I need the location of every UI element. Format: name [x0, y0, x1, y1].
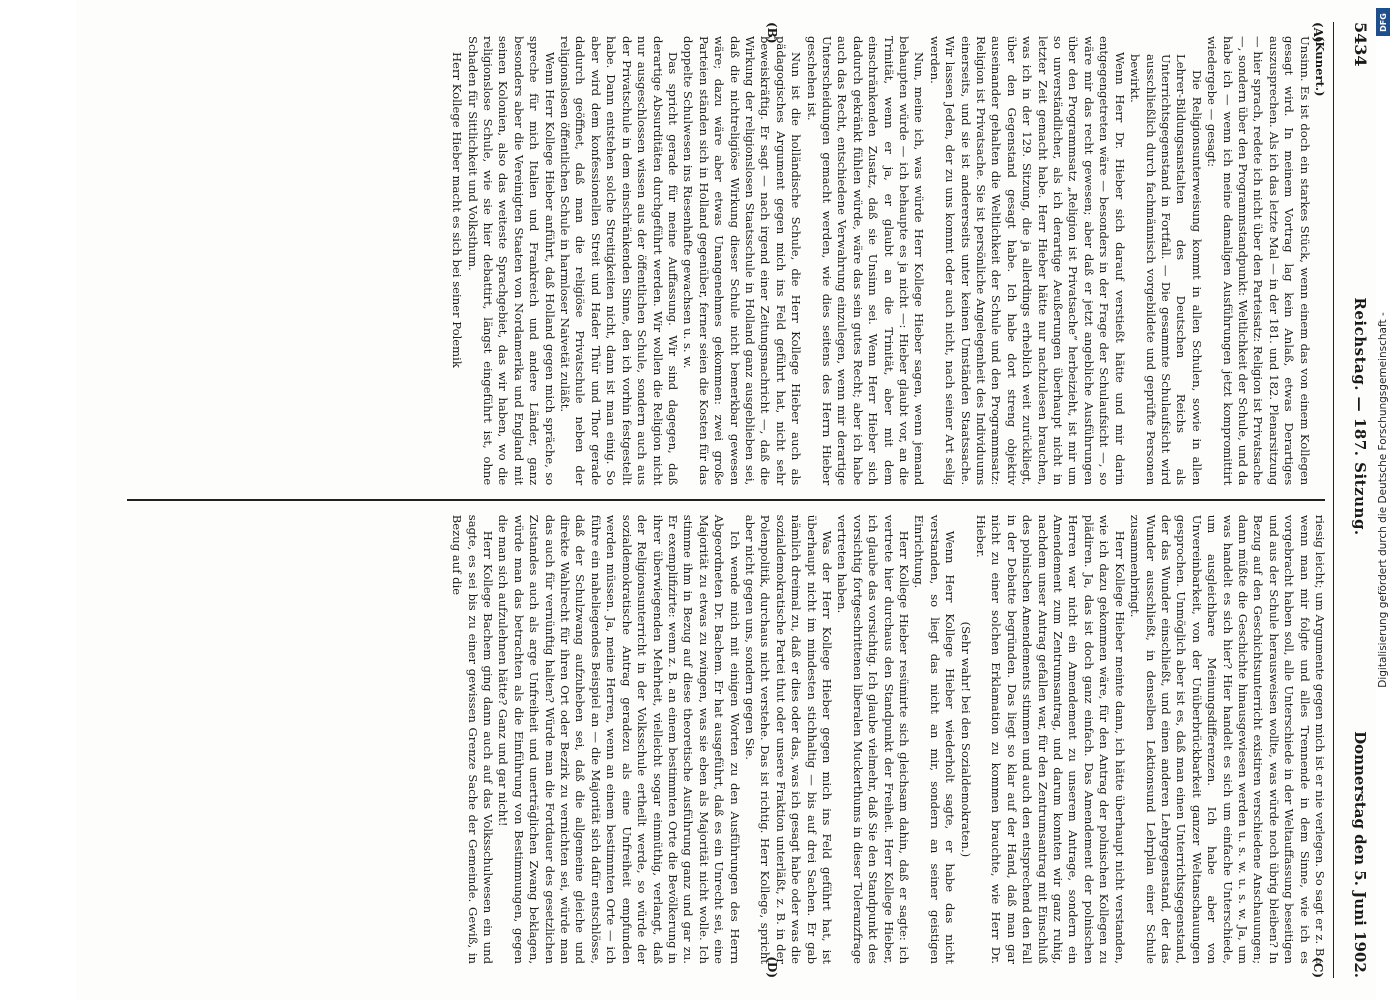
paragraph: Das spricht gerade für meine Auffassung. Wir sind dagegen, daß derartige Absurditäten durchgeführt werden. Wir wollen die Religion nicht nur ausgeschlossen wissen aus der öffentlichen Schule, sondern auch aus der Privatschule in dem einschränkenden Sinne, den ich vorhin festgestellt habe. Dann entstehen solche Streitigkeiten nicht, dann ist man einig. So aber wird dem konfessionellen Streit und Hader Thür und Thor gerade dadurch geöffnet, daß man die religiöse Privatschule neben der religionslosen öffentlichen Schule in harmloser Naivetät zuläßt.: [558, 36, 680, 486]
page-number: 5434: [1351, 22, 1370, 67]
credit-text: Digitalisierung gefördert durch die Deutsche Forschungsgemeinschaft -: [1376, 312, 1389, 688]
paragraph: Herr Kollege Hieber meinte dann, ich hätte überhaupt nicht verstanden, wie ich dazu gekommen wäre, für den Antrag der polnischen Kollegen zu plädiren. Ja, das ist doch ganz einfach. Das Amendement der polnischen Herren war nicht ein Amendement zu unserem Antrage, sondern ein Amendement zum Zentrumsantrag, und darum konnten wir ganz ruhig, nachdem unser Antrag gefallen war, für den Zentrumsantrag mit Einschluß des polnischen Amendements stimmen und auch den entsprechend den Fall in der Debatte begründen. Das liegt so klar auf der Hand, daß man gar nicht zu einer solchen Erklamation zu kommen brauchte, wie Herr Dr. Hieber.: [974, 514, 1127, 964]
paragraph: Nun ist die holländische Schule, die Herr Kollege Hieber auch als pädagogisches Argument gegen mich ins Feld geführt hat, nicht sehr beweiskräftig. Er sagt — nach irgend einer Zeitungsnachricht —, daß die Wirkung der religionslosen Staatsschule in Holland ganz ausgeblieben sei, daß die nichtreligiöse Wirkung dieser Schule nicht bemerkbar gewesen wäre; dazu wäre aber etwas Unangenehmes gekommen: zwei große Parteien ständen sich in Holland gegenüber, ferner seien die Kosten für das doppelte Schulwesen ins Riesenhafte gewachsen u. s. w.: [681, 36, 804, 486]
margin-mark-a: (A): [1311, 22, 1325, 43]
session-date: Donnerstag den 5. Juni 1902.: [1351, 731, 1369, 978]
paragraph: Unsinn. Es ist doch ein starkes Stück, wenn einem das von einem Kollegen gesagt wird. In meinem Vortrag lag kein Anlaß, etwas Derartiges auszusprechen. Als ich das letzte Mal — in der 181. und 182. Plenarsitzung — hier sprach, redete ich nicht über den Parteisatz: Religion ist Privatsache —, sondern über den Programmstandpunkt: Weltlichkeit der Schule, und da habe ich — wenn ich meine damaligen Ausführungen jetzt kompromittirt wiedergebe — gesagt:: [1205, 36, 1312, 486]
left-column: [127, 22, 1327, 499]
paragraph: Wenn Herr Dr. Hieber sich darauf verstießt hätte und mir darin entgegengetreten wäre — besonders in der Frage der Schulaufsicht —, so wäre mir das recht gewesen; aber daß er jetzt angebliche Ausführungen über den Programmsatz „Religion ist Privatsache“ herbeizieht, ist mir um so unverständlicher, als ich derartige Aeußerungen überhaupt nicht in letzter Zeit gemacht habe. Herr Hieber hätte nur nachzulesen brauchen, was ich in der 129. Sitzung, die ja allerdings erheblich weit zurückliegt, über den Gegenstand gesagt habe. Ich habe dort streng objektiv auseinander gehalten die Weltlichkeit der Schule und den Programmsatz: Religion ist Privatsache. Sie ist persönliche Angelegenheit des Individuums einerseits, und sie ist andererseits unter keinen Umständen Staatssache. Wir lassen Jeden, der zu uns kommt oder auch nicht, nach seiner Art selig werden.: [927, 36, 1127, 486]
paragraph: Wenn Herr Kollege Hieber wiederholt sagte, er habe das nicht verstanden, so liegt das nicht an mir, sondern an seiner geistigen Einrichtung.: [912, 514, 958, 964]
margin-mark-c: (C): [1311, 957, 1325, 978]
paragraph: Herr Kollege Bachem ging dann auch auf das Volksschulwesen ein und sagte, es sei bis zu einer gewissen Grenze Sache der Gemeinde. Gewiß, in Bezug auf die: [450, 514, 496, 964]
dfg-logo: DFG: [1376, 8, 1390, 36]
paragraph: Herr Kollege Hieber resümirte sich gleichsam dahin, daß er sagte: ich vertrete hier durchaus den Standpunkt der Freiheit. Herr Kollege Hieber, ich glaube das vorsichtig. Ich glaube vielmehr, daß Sie den Standpunkt des vorsichtig fortgeschrittenen liberalen Muckerthums in dieser Toleranzfrage vertreten haben.: [835, 514, 912, 964]
paragraph: Nun, meine ich, was würde Herr Kollege Hieber sagen, wenn jemand behaupten würde — ich behaupte es ja nicht —: Hieber glaubt vor, an die Trinität, wenn er ja, er glaubt an die Trinität, aber mit dem einschränkenden Zusatz, daß sie Unsinn sei. Wenn Herr Hieber sich dadurch gekränkt fühlen würde, wäre das sein gutes Recht; aber ich habe auch das Recht, entschiedene Verwahrung einzulegen, wenn mir derartige Unterscheidungen gemacht werden, wie dies seitens des Herrn Hieber geschehen ist.: [804, 36, 927, 486]
paragraph: Was der Herr Kollege Hieber gegen mich ins Feld geführt hat, ist überhaupt nicht im mindesten stichhaltig — bis auf drei Sachen. Er gab nämlich dreimal zu, daß er dies oder das, was ich gesagt habe oder was die sozialdemokratische Partei thut oder unsere Fraktion unterläßt, z. B. in der Polenpolitik, durchaus nicht verstehe. Das ist richtig. Herr Kollege, spricht aber nicht gegen uns, sondern gegen Sie.: [742, 514, 834, 964]
interjection: (Sehr wahr! bei den Sozialdemokraten.): [958, 621, 973, 858]
speaker-tag: (Kunert.): [1313, 36, 1327, 97]
paragraph: riesig leicht; um Argumente gegen mich ist er nie verlegen. So sagt er z. B.: wenn man mir folgte und alles Trennende in dem Sinne, wie ich es vorgebracht haben soll, alle Unterschiede in der Weltauffassung beseitigen und aus der Schule herausweisen wollte, was würde noch übrig bleiben? In Bezug auf den Geschichtsunterricht existiren verschiedene Anschauungen; dann müßte die Geschichte hinausgewiesen werden u. s. w. u. s. w. Ja, um was handelt es sich hier? Hier handelt es sich um einfache Unterschiede, um ausgleichbare Meinungsdifferenzen. Ich habe aber von Unvereinbarkeit, von der Unüberbrückbarkeit ganzer Weltanschauungen gesprochen. Unmöglich aber ist es, daß man einen Unterrichtsgegenstand, der das Wunder einschließt, und einen anderen Lehrgegenstand, der das Wunder ausschließt, in denselben Lektionsund Lehrplan einer Schule zusammenbringt.: [1128, 514, 1327, 964]
paragraph: Wenn Herr Kollege Hieber anführt, daß Holland gegen mich spräche, so spreche für mich Italien und Frankreich und andere Länder, ganz besonders aber die Vereinigten Staaten von Nordamerika und England mit seinen Kolonien, also das weiteste Sprachgebiet, das wir haben, wo die religionslose Schule, wie sie hier debattirt, längst eingeführt ist, ohne Schaden für Sittlichkeit und Volksthum.: [465, 36, 557, 486]
margin-mark-b: (B): [765, 22, 779, 44]
page-header: [1333, 22, 1370, 978]
quoted-program: Die Religionsunterweisung kommt in allen Schulen, sowie in allen Lehrer-Bildungsanstalten des Deutschen Reichs als Unterrichtsgegenstand in Fortfall. — Die gesammte Schulaufsicht wird ausschließlich durch fachmännisch vorgebildete und geprüfte Personen bewirkt.: [1128, 54, 1204, 486]
paragraph: Ich wende mich mit einigen Worten zu den Ausführungen des Herrn Abgeordneten Dr. Bachem. Er hat ausgeführt, daß es ein Unrecht sei, eine Majorität zu etwas zu zwingen, was sie eben als Majorität nicht wolle. Ich stimme ihm in Bezug auf diese theoretische Ausführung ganz und gar zu. Er exemplifizirte: wenn z. B. an einem bestimmten Orte die Bevölkerung in ihrer überwiegenden Mehrheit, vielleicht sogar einmüthig, verlangt, daß der Religionsunterricht in der Volksschule ertheilt werde, so würde der sozialdemokratische Antrag geradezu als eine Unfreiheit empfunden werden müssen. Ja, meine Herren, wenn an einem bestimmten Orte — ich führe ein naheliegendes Beispiel an — die Majorität sich dafür entschlösse, daß der Schulzwang aufzuheben sei, daß die allgemeine gleiche und direkte Wahlrecht für ihren Ort oder Bezirk zu vernichten sei, würde man das auch für vernünftig halten? Würde man die Fortdauer des gesetzlichen Zustandes auch als arge Unfreiheit und unerträglichen Zwang beklagen, würde man das betrachten als die Einführung von Bestimmungen, gegen die man sich aufzulehnen hätte? Ganz und gar nicht!: [496, 514, 742, 964]
text-columns: [127, 22, 1327, 978]
paragraph: Herr Kollege Hieber macht es sich bei seiner Polemik: [450, 52, 465, 368]
digitization-credit: [1368, 0, 1397, 1000]
margin-mark-d: (D): [765, 956, 779, 978]
right-column: [127, 501, 1327, 978]
running-title: Reichstag. — 187. Sitzung.: [1351, 297, 1369, 536]
rotated-page: [76, 0, 1376, 1000]
